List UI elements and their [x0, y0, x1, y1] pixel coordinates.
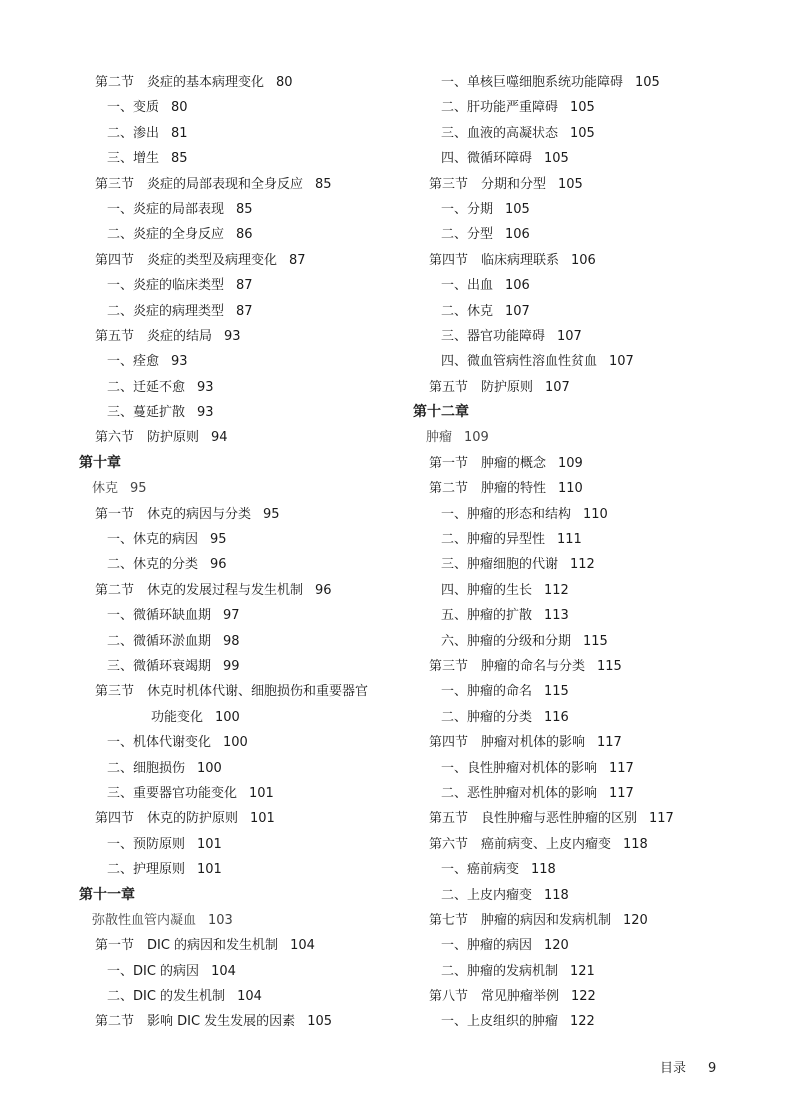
entry-label: 第二节 休克的发展过程与发生机制: [95, 582, 304, 598]
entry-page-number: 118: [544, 887, 569, 903]
entry-page-number: 105: [570, 100, 595, 116]
entry-page-number: 113: [544, 608, 569, 624]
subsection-entry: [413, 933, 788, 958]
entry-page-number: 107: [545, 379, 570, 395]
entry-page-number: 97: [223, 608, 240, 624]
subsection-entry: [79, 349, 399, 374]
toc-left-column: [79, 70, 399, 1035]
entry-label: 一、炎症的局部表现: [107, 201, 225, 217]
entry-page-number: 101: [250, 811, 275, 827]
subsection-entry: [79, 756, 399, 781]
entry-label: 三、肿瘤细胞的代谢: [441, 557, 559, 573]
entry-label: 三、增生: [107, 151, 160, 167]
subsection-entry: [413, 502, 788, 527]
subsection-entry: [413, 146, 788, 171]
entry-label: 第三节 休克时机体代谢、细胞损伤和重要器官: [95, 684, 369, 700]
entry-page-number: 111: [557, 532, 582, 548]
entry-label: 第四节 肿瘤对机体的影响: [429, 735, 586, 751]
entry-page-number: 99: [223, 658, 240, 674]
entry-label: 二、微循环淤血期: [107, 633, 212, 649]
entry-page-number: 98: [223, 633, 240, 649]
entry-label: 第四节 休克的防护原则: [95, 811, 239, 827]
entry-page-number: 101: [249, 785, 274, 801]
entry-label: 一、休克的病因: [107, 532, 199, 548]
section-entry: [413, 984, 788, 1009]
entry-label: 一、出血: [441, 278, 494, 294]
entry-label: 一、DIC 的病因: [107, 963, 200, 979]
entry-label: 二、休克的分类: [107, 557, 199, 573]
entry-label: 三、微循环衰竭期: [107, 658, 212, 674]
entry-label: 休克: [92, 481, 119, 497]
section-entry: [413, 451, 788, 476]
subsection-entry: [79, 984, 399, 1009]
section-entry: [79, 1009, 399, 1034]
chapter-heading: [79, 883, 399, 908]
section-entry: [413, 248, 788, 273]
entry-page-number: 105: [558, 176, 583, 192]
entry-page-number: 109: [464, 430, 489, 446]
entry-label: 二、恶性肿瘤对机体的影响: [441, 785, 598, 801]
entry-page-number: 93: [171, 354, 188, 370]
section-entry: [79, 679, 399, 704]
entry-label: 五、肿瘤的扩散: [441, 608, 533, 624]
entry-label: 第五节 防护原则: [429, 379, 534, 395]
entry-page-number: 120: [544, 938, 569, 954]
subsection-entry: [413, 222, 788, 247]
entry-page-number: 117: [609, 785, 634, 801]
subsection-entry: [413, 299, 788, 324]
entry-label: 一、预防原则: [107, 836, 186, 852]
entry-label: 二、肿瘤的发病机制: [441, 963, 559, 979]
entry-page-number: 96: [210, 557, 227, 573]
entry-page-number: 122: [570, 1014, 595, 1030]
section-entry: [79, 425, 399, 450]
entry-label: 二、上皮内瘤变: [441, 887, 533, 903]
chapter-title-entry: [79, 476, 399, 501]
subsection-entry: [413, 527, 788, 552]
section-entry: [413, 730, 788, 755]
footer-page-number: 9: [708, 1061, 717, 1076]
entry-page-number: 85: [315, 176, 332, 192]
entry-page-number: 105: [307, 1014, 333, 1030]
entry-page-number: 106: [571, 252, 596, 268]
subsection-entry: [79, 299, 399, 324]
section-entry: [413, 832, 788, 857]
entry-label: 二、细胞损伤: [107, 760, 186, 776]
entry-label: 二、护理原则: [107, 862, 186, 878]
entry-label: 二、休克: [441, 303, 494, 319]
entry-label: 二、炎症的全身反应: [107, 227, 225, 243]
subsection-entry: [413, 705, 788, 730]
entry-label: 第十章: [79, 454, 121, 471]
section-entry: [413, 806, 788, 831]
entry-page-number: 95: [263, 506, 280, 522]
subsection-entry: [413, 197, 788, 222]
entry-label: 二、迁延不愈: [107, 379, 186, 395]
subsection-entry: [79, 197, 399, 222]
entry-page-number: 96: [315, 582, 332, 598]
subsection-entry: [79, 222, 399, 247]
subsection-entry: [79, 527, 399, 552]
entry-label: 功能变化: [151, 709, 204, 725]
subsection-entry: [79, 552, 399, 577]
subsection-entry: [79, 273, 399, 298]
entry-page-number: 104: [237, 989, 262, 1005]
entry-label: 一、单核巨噬细胞系统功能障碍: [441, 75, 624, 90]
entry-page-number: 117: [649, 811, 674, 827]
section-entry: [79, 70, 399, 95]
entry-label: 第四节 临床病理联系: [429, 252, 560, 268]
entry-label: 第三节 炎症的局部表现和全身反应: [95, 176, 304, 192]
entry-page-number: 109: [558, 455, 583, 471]
entry-page-number: 93: [197, 379, 214, 395]
entry-page-number: 104: [290, 938, 315, 954]
subsection-entry: [79, 959, 399, 984]
subsection-entry: [79, 629, 399, 654]
entry-label: 第三节 肿瘤的命名与分类: [429, 658, 586, 674]
subsection-entry: [79, 400, 399, 425]
entry-label: 第十一章: [79, 886, 135, 903]
entry-label: 二、渗出: [107, 125, 160, 141]
entry-page-number: 103: [208, 912, 233, 928]
entry-page-number: 95: [130, 481, 147, 497]
entry-page-number: 106: [505, 278, 530, 294]
entry-label: 四、微循环障碍: [441, 151, 533, 167]
entry-page-number: 112: [570, 557, 595, 573]
entry-label: 一、肿瘤的病因: [441, 938, 533, 954]
subsection-entry: [413, 273, 788, 298]
entry-page-number: 93: [197, 405, 214, 421]
entry-page-number: 105: [505, 201, 530, 217]
subsection-entry: [413, 70, 788, 95]
entry-page-number: 107: [609, 354, 634, 370]
subsection-entry: [79, 121, 399, 146]
section-entry: [79, 806, 399, 831]
entry-page-number: 94: [211, 430, 228, 446]
entry-page-number: 95: [210, 532, 227, 548]
subsection-entry: [413, 1009, 788, 1034]
entry-label: 第二节 影响 DIC 发生发展的因素: [95, 1014, 296, 1030]
entry-page-number: 87: [236, 278, 253, 294]
entry-label: 第一节 肿瘤的概念: [429, 455, 547, 471]
subsection-entry: [79, 95, 399, 120]
entry-label: 二、分型: [441, 227, 494, 243]
section-entry-continuation: [79, 705, 399, 730]
entry-label: 三、器官功能障碍: [441, 328, 546, 344]
entry-label: 一、微循环缺血期: [107, 608, 212, 624]
chapter-heading: [413, 400, 788, 425]
entry-page-number: 85: [236, 201, 253, 217]
toc-right-column: [413, 70, 788, 1035]
entry-page-number: 87: [289, 252, 306, 268]
entry-label: 二、肝功能严重障碍: [441, 100, 559, 116]
entry-label: 一、上皮组织的肿瘤: [441, 1014, 559, 1030]
subsection-entry: [413, 603, 788, 628]
entry-label: 一、良性肿瘤对机体的影响: [441, 760, 598, 776]
entry-label: 第四节 炎症的类型及病理变化: [95, 252, 278, 268]
section-entry: [79, 172, 399, 197]
entry-page-number: 100: [197, 760, 222, 776]
entry-page-number: 85: [171, 151, 188, 167]
entry-page-number: 107: [505, 303, 530, 319]
entry-label: 四、微血管病性溶血性贫血: [441, 354, 598, 370]
entry-page-number: 110: [558, 481, 583, 497]
entry-page-number: 117: [597, 735, 622, 751]
entry-label: 第二节 肿瘤的特性: [429, 481, 547, 497]
subsection-entry: [79, 730, 399, 755]
subsection-entry: [413, 883, 788, 908]
entry-page-number: 110: [583, 506, 608, 522]
entry-label: 肿瘤: [426, 430, 453, 446]
entry-label: 一、肿瘤的命名: [441, 684, 533, 700]
section-entry: [413, 375, 788, 400]
entry-page-number: 116: [544, 709, 569, 725]
entry-label: 三、重要器官功能变化: [107, 785, 238, 801]
entry-label: 第一节 DIC 的病因和发生机制: [95, 938, 279, 954]
section-entry: [413, 172, 788, 197]
subsection-entry: [79, 654, 399, 679]
entry-label: 二、肿瘤的分类: [441, 709, 533, 725]
subsection-entry: [413, 95, 788, 120]
subsection-entry: [413, 349, 788, 374]
entry-page-number: 117: [609, 760, 634, 776]
entry-label: 三、血液的高凝状态: [441, 125, 559, 141]
subsection-entry: [79, 146, 399, 171]
entry-label: 第六节 防护原则: [95, 430, 200, 446]
entry-label: 一、机体代谢变化: [107, 735, 212, 751]
entry-page-number: 121: [570, 963, 595, 979]
subsection-entry: [79, 832, 399, 857]
entry-page-number: 115: [597, 658, 622, 674]
entry-page-number: 100: [215, 709, 240, 725]
entry-page-number: 81: [171, 125, 188, 141]
entry-label: 弥散性血管内凝血: [92, 912, 197, 928]
entry-label: 一、肿瘤的形态和结构: [441, 506, 572, 522]
entry-label: 第二节 炎症的基本病理变化: [95, 75, 265, 90]
subsection-entry: [413, 959, 788, 984]
entry-page-number: 115: [583, 633, 608, 649]
entry-label: 一、变质: [107, 100, 160, 116]
subsection-entry: [413, 578, 788, 603]
entry-label: 第五节 良性肿瘤与恶性肿瘤的区别: [429, 811, 638, 827]
entry-page-number: 104: [211, 963, 236, 979]
entry-page-number: 105: [544, 151, 569, 167]
entry-page-number: 87: [236, 303, 253, 319]
entry-label: 三、蔓延扩散: [107, 405, 186, 421]
section-entry: [79, 933, 399, 958]
entry-page-number: 105: [635, 75, 660, 90]
entry-label: 第三节 分期和分型: [429, 176, 547, 192]
entry-label: 四、肿瘤的生长: [441, 582, 533, 598]
subsection-entry: [413, 756, 788, 781]
subsection-entry: [79, 857, 399, 882]
section-entry: [79, 502, 399, 527]
subsection-entry: [79, 375, 399, 400]
section-entry: [413, 654, 788, 679]
entry-label: 一、痊愈: [107, 354, 160, 370]
entry-page-number: 101: [197, 836, 222, 852]
subsection-entry: [413, 781, 788, 806]
subsection-entry: [79, 603, 399, 628]
subsection-entry: [413, 679, 788, 704]
section-entry: [413, 476, 788, 501]
entry-page-number: 120: [623, 912, 648, 928]
section-entry: [79, 248, 399, 273]
entry-page-number: 118: [531, 862, 556, 878]
entry-page-number: 118: [623, 836, 648, 852]
entry-label: 第十二章: [413, 404, 469, 421]
page-footer: [660, 1057, 716, 1076]
entry-page-number: 93: [224, 328, 241, 344]
entry-label: 一、分期: [441, 201, 494, 217]
entry-label: 二、肿瘤的异型性: [441, 532, 546, 548]
entry-page-number: 115: [544, 684, 569, 700]
entry-page-number: 80: [171, 100, 188, 116]
entry-page-number: 100: [223, 735, 248, 751]
subsection-entry: [413, 552, 788, 577]
entry-page-number: 107: [557, 328, 582, 344]
chapter-title-entry: [79, 908, 399, 933]
entry-label: 第八节 常见肿瘤举例: [429, 989, 560, 1005]
section-entry: [79, 324, 399, 349]
section-entry: [413, 908, 788, 933]
chapter-heading: [79, 451, 399, 476]
entry-page-number: 106: [505, 227, 530, 243]
subsection-entry: [413, 324, 788, 349]
entry-label: 一、炎症的临床类型: [107, 278, 225, 294]
subsection-entry: [79, 781, 399, 806]
entry-label: 一、癌前病变: [441, 862, 520, 878]
entry-label: 第五节 炎症的结局: [95, 328, 213, 344]
entry-page-number: 101: [197, 862, 222, 878]
footer-label: 目录: [660, 1061, 687, 1076]
entry-page-number: 122: [571, 989, 596, 1005]
entry-label: 二、炎症的病理类型: [107, 303, 225, 319]
chapter-title-entry: [413, 425, 788, 450]
entry-label: 六、肿瘤的分级和分期: [441, 633, 572, 649]
entry-page-number: 80: [276, 75, 293, 90]
entry-label: 第七节 肿瘤的病因和发病机制: [429, 912, 612, 928]
entry-label: 第六节 癌前病变、上皮内瘤变: [429, 836, 612, 852]
entry-page-number: 105: [570, 125, 595, 141]
entry-page-number: 112: [544, 582, 569, 598]
entry-label: 第一节 休克的病因与分类: [95, 506, 252, 522]
subsection-entry: [413, 629, 788, 654]
section-entry: [79, 578, 399, 603]
entry-label: 二、DIC 的发生机制: [107, 989, 226, 1005]
subsection-entry: [413, 121, 788, 146]
entry-page-number: 86: [236, 227, 253, 243]
subsection-entry: [413, 857, 788, 882]
